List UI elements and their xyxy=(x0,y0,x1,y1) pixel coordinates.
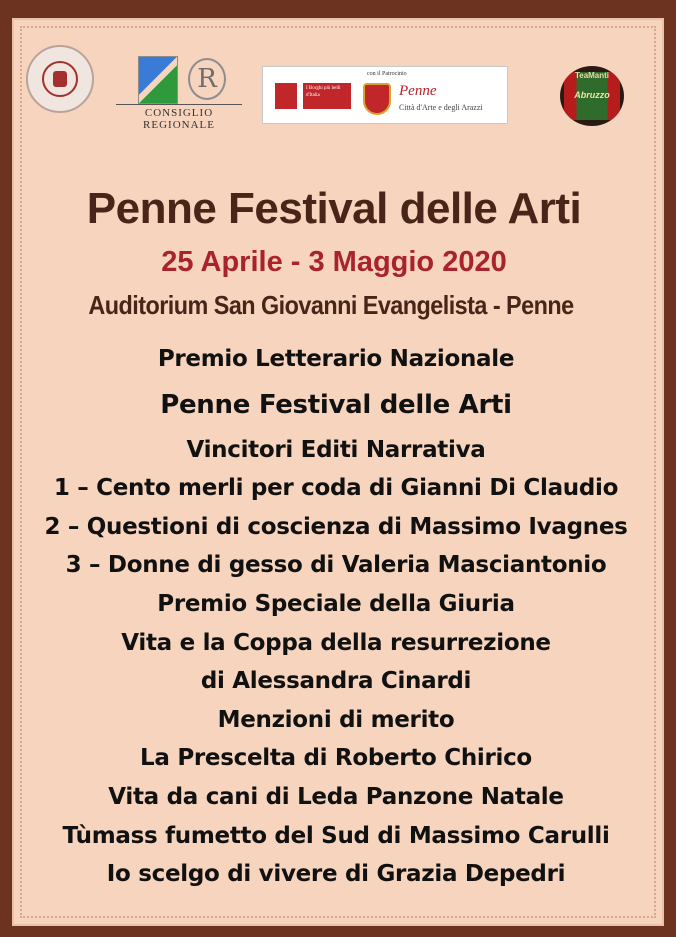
borghi-castle-icon xyxy=(275,83,297,109)
theater-region: Abruzzo xyxy=(574,90,610,100)
awards-list xyxy=(14,340,658,894)
award-line: 3 – Donne di gesso di Valeria Masciantonio xyxy=(65,552,607,579)
penne-crest-icon xyxy=(363,83,391,115)
penne-city-name: Penne xyxy=(399,83,437,99)
award-line: 1 – Cento merli per coda di Gianni Di Claudio xyxy=(53,475,619,502)
patronage-label: con il Patrocinio xyxy=(367,71,407,77)
award-line: Premio Letterario Nazionale xyxy=(157,346,515,372)
award-line: Io scelgo di vivere di Grazia Depedri xyxy=(106,861,566,888)
award-line: Menzioni di merito xyxy=(217,706,455,733)
seal-ring xyxy=(42,61,78,97)
award-line: Penne Festival delle Arti xyxy=(160,389,512,420)
award-line: Tùmass fumetto del Sud di Massimo Carulli xyxy=(62,822,610,849)
teamanti-theater-logo xyxy=(560,66,624,126)
award-line: Vita da cani di Leda Panzone Natale xyxy=(108,783,564,810)
award-line: Vita e la Coppa della resurrezione xyxy=(121,629,551,656)
r-monogram-icon: R xyxy=(188,58,226,100)
abruzzo-flag-icon xyxy=(138,56,178,104)
seal-emblem-icon xyxy=(53,71,67,87)
patronage-banner xyxy=(262,66,508,124)
award-line: 2 – Questioni di coscienza di Massimo Ivagnes xyxy=(44,513,628,540)
logo-bar xyxy=(0,0,676,140)
borghi-label: I Borghi più belli d'Italia xyxy=(303,83,351,109)
pro-loco-seal-logo xyxy=(26,45,94,113)
festival-venue: Auditorium San Giovanni Evangelista - Penne xyxy=(88,290,574,320)
theater-name: TeaManti xyxy=(574,71,610,80)
festival-title: Penne Festival delle Arti xyxy=(86,184,582,233)
region-label: CONSIGLIO REGIONALE xyxy=(143,107,215,131)
award-line: di Alessandra Cinardi xyxy=(200,668,472,695)
regional-council-logo xyxy=(110,50,248,131)
penne-city-subtitle: Città d'Arte e degli Arazzi xyxy=(399,103,483,112)
region-divider xyxy=(116,104,242,105)
award-line: Premio Speciale della Giuria xyxy=(157,590,515,617)
award-line: La Prescelta di Roberto Chirico xyxy=(140,745,532,772)
festival-dates: 25 Aprile - 3 Maggio 2020 xyxy=(161,246,507,278)
award-line: Vincitori Editi Narrativa xyxy=(186,436,486,463)
